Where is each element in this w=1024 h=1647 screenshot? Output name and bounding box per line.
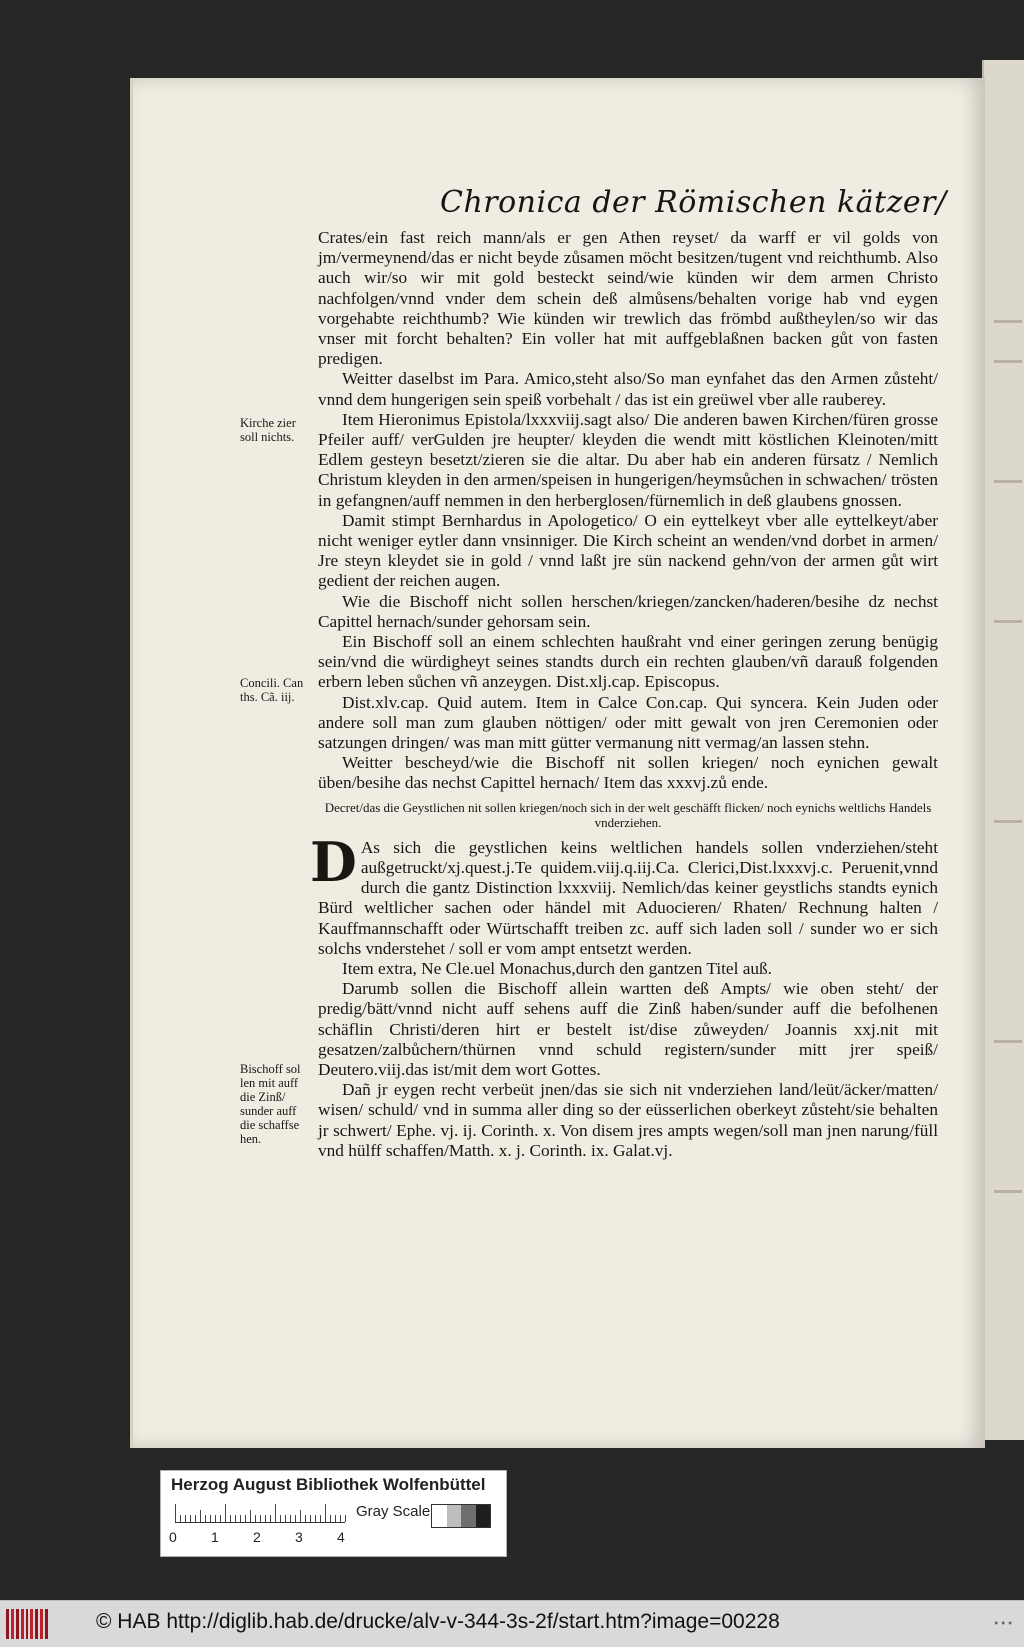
paragraph: Weitter daselbst im Para. Amico,steht also/So man eynfahet das den Armen zůsteht/ vnnd dem hungerigen sein speiß vorbehalt / das ist ein greüwel vber alle rauberey.: [318, 369, 938, 409]
paragraph: Wie die Bischoff nicht sollen herschen/kriegen/zancken/haderen/besihe dz nechst Capittel hernach/sunder gehorsam sein.: [318, 591, 938, 631]
hab-logo-icon: [6, 1609, 48, 1639]
gray-swatch: [461, 1505, 476, 1527]
gray-swatch: [447, 1505, 462, 1527]
paragraph: Item extra, Ne Cle.uel Monachus,durch den gantzen Titel auß.: [342, 958, 772, 978]
gray-swatch: [476, 1505, 491, 1527]
ruler-tick: [315, 1515, 316, 1522]
ruler-tick: [280, 1515, 281, 1522]
margin-note-line: Bischoff sol: [240, 1062, 301, 1076]
ruler-tick: [215, 1515, 216, 1522]
body-text: [310, 228, 938, 1161]
ruler-tick: [190, 1515, 191, 1522]
margin-note-line: Kirche zier: [240, 416, 296, 430]
gray-scale-label: Gray Scale: [356, 1503, 431, 1520]
margin-note-line: die Zinß/: [240, 1090, 286, 1104]
ruler-tick: [220, 1515, 221, 1522]
ruler-tick: [200, 1510, 201, 1522]
ruler-tick: [325, 1504, 326, 1522]
gray-swatch: [432, 1505, 447, 1527]
scale-number: 2: [253, 1529, 261, 1545]
ruler-tick: [260, 1515, 261, 1522]
ruler-tick: [295, 1515, 296, 1522]
library-name: Herzog August Bibliothek Wolfenbüttel: [171, 1475, 486, 1494]
paragraph: Ein Bischoff soll an einem schlechten haußraht vnd einer geringen zerung benügig sein/vnd die würdigheyt seines standts durch ein rechten glauben/vñ darauß folgenden erbern leben sůchen vñ anzeygen. Dist.xlj.cap. Episcopus.: [318, 632, 938, 692]
ruler-tick: [330, 1515, 331, 1522]
ruler-tick: [305, 1515, 306, 1522]
scale-number: 1: [211, 1529, 219, 1545]
gray-scale-swatches: [431, 1504, 491, 1528]
margin-note-3: [240, 1062, 320, 1146]
section-subheading: Decret/das die Geystlichen nit sollen kriegen/noch sich in der welt geschäfft flicken/ noch eynichs weltlichs Handels vnderziehen.: [324, 799, 932, 830]
ruler-tick: [245, 1515, 246, 1522]
ruler-tick: [225, 1504, 226, 1522]
ruler-tick: [265, 1515, 266, 1522]
paragraph: Damit stimpt Bernhardus in Apologetico/ O ein eyttelkeyt vber alle eyttelkeyt/aber nicht weniger eytler dann vnsinniger. Die Kirch scheint an wenden/vnd dorbet in armen/ Jre steyn kleydet sie in gold / vnnd laßt jre sün nackend gehn/von der armen gůt wirt gedient der reichen augen.: [318, 510, 938, 591]
ruler-tick: [270, 1515, 271, 1522]
ruler-tick: [180, 1515, 181, 1522]
paragraph: Dañ jr eygen recht verbeüt jnen/das sie sich nit vnderziehen land/leüt/äcker/matten/ wisen/ schuld/ vnd in summa aller ding so der eüsserlichen oberkeyt zůsteht/sie behalten jr schwert/ Ephe. vj. ij. Corinth. x. Von disem jres ampts wegen/soll man jnen narung/füll vnd hülff schaffen/Matth. x. j. Corinth. ix. Galat.vj.: [318, 1080, 938, 1160]
ruler-tick: [345, 1515, 346, 1522]
ruler-tick: [290, 1515, 291, 1522]
scale-number: 4: [337, 1529, 345, 1545]
ruler-tick: [275, 1504, 276, 1522]
scale-number: 3: [295, 1529, 303, 1545]
margin-note-line: hen.: [240, 1132, 262, 1146]
footer-dots: •••: [993, 1619, 1014, 1630]
cm-scale-ruler: [175, 1504, 345, 1523]
paragraph-text: As sich die geystlichen keins weltlichen handels sollen vnderziehen/steht außgetruckt/xj.quest.j.Te quidem.viij.q.iij.Ca. Clerici,Dist.lxxxvj.c. Peruenit,vnnd durch die gantz Distinction lxxxviij. Nemlich/das keiner geystlichs standts eynich Bürd weltlicher sachen oder händel mit Aduocieren/ Rhaten/ Rechnung halten / Kauffmannschafft oder Würtschafft treiben zc. auff sich laden soll / sunder wo er sich solchs vnderstehet / soll er vom ampt entsetzt werden.: [318, 837, 938, 958]
ruler-tick: [175, 1504, 176, 1522]
ruler-tick: [335, 1515, 336, 1522]
margin-note-line: len mit auff: [240, 1076, 299, 1090]
ruler-tick: [195, 1515, 196, 1522]
ruler-tick: [185, 1515, 186, 1522]
ruler-tick: [310, 1515, 311, 1522]
paragraph-with-initial: [310, 829, 938, 959]
margin-note-line: sunder auff: [240, 1104, 297, 1118]
paragraph: Dist.xlv.cap. Quid autem. Item in Calce Con.cap. Qui syncera. Kein Juden oder andere soll man zum glauben nöttigen/ oder mitt gewalt von jren Ceremonien oder satzungen dringen/ was man mitt gütter vermanung nitt vermag/an lassen stehn.: [318, 692, 938, 753]
ruler-tick: [235, 1515, 236, 1522]
paragraph: Crates/ein fast reich mann/als er gen Athen reyset/ da warff er vil golds von jm/vermeynend/das er nicht beyde zůsamen möcht besitzen/tugent vnd reichthumb. Also auch wir/so wir mit gold besteckt seind/wie künden wir dem armen Christo nachfolgen/vnnd vnder dem schein deß almůsens/behalten vorige hab vnd eygen vorgehabte reichthumb? Wie künden wir trewlich das frömbd außtheylen/so wir das vnser mit forcht behalten? Ein voller hat mit auffgeblaßnen backen gůt von fasten predigen.: [318, 228, 938, 369]
source-url[interactable]: © HAB http://diglib.hab.de/drucke/alv-v-344-3s-2f/start.htm?image=00228: [96, 1610, 780, 1633]
margin-note-line: die schaffse: [240, 1118, 300, 1132]
adjacent-page-edge: [982, 60, 1024, 1440]
viewer-footer: [0, 1600, 1024, 1647]
ruler-tick: [320, 1515, 321, 1522]
ruler-tick: [205, 1515, 206, 1522]
running-header: Chronica der Römischen kätzer/: [440, 185, 947, 220]
ruler-tick: [250, 1510, 251, 1522]
margin-note-line: Concili. Can: [240, 676, 304, 690]
paragraph: Weitter bescheyd/wie die Bischoff nit sollen kriegen/ noch eynichen gewalt üben/besihe das nechst Capittel hernach/ Item das xxxvj.zů ende.: [318, 753, 938, 793]
ruler-tick: [210, 1515, 211, 1522]
margin-note-1: [240, 416, 320, 444]
ruler-tick: [285, 1515, 286, 1522]
ruler-tick: [300, 1510, 301, 1522]
ruler-tick: [340, 1515, 341, 1522]
color-target-card: [160, 1470, 507, 1557]
ruler-tick: [240, 1515, 241, 1522]
drop-cap: D: [310, 829, 357, 894]
scale-number: 0: [169, 1529, 177, 1545]
paragraph: Darumb sollen die Bischoff allein wartten deß Ampts/ wie oben steht/ der predig/bätt/vnnd nicht auff sehens auff die Zinß haben/sunder auff die befolhenen schäflin Christi/deren hirt er bestelt ist/dise zůweyden/ Joannis xxj.nit mit gesatzen/zalbůchern/thürnen vnnd schuld registern/sunder mitt jrer speiß/ Deutero.viij.das ist/mit dem wort Gottes.: [318, 979, 938, 1079]
paragraph: Item Hieronimus Epistola/lxxxviij.sagt also/ Die anderen bawen Kirchen/füren grosse Pfeiler auff/ verGulden jre heupter/ kleyden die wendt mitt köstlichen Kleinoten/mitt Edlem gesteyn besetzt/zieren sie die altar. Du aber hab ein anderen fürsatz / Nemlich Christum kleyden in den armen/speisen in hungerigen/heymsůchen in schwachen/ trösten in gefangnen/auff nemmen in den herberglosen/fürnemlich in deß glaubens gnossen.: [318, 409, 938, 510]
margin-note-2: [240, 676, 320, 704]
margin-note-line: soll nichts.: [240, 430, 295, 444]
ruler-tick: [230, 1515, 231, 1522]
ruler-tick: [255, 1515, 256, 1522]
margin-note-line: ths. Cã. iij.: [240, 690, 295, 704]
